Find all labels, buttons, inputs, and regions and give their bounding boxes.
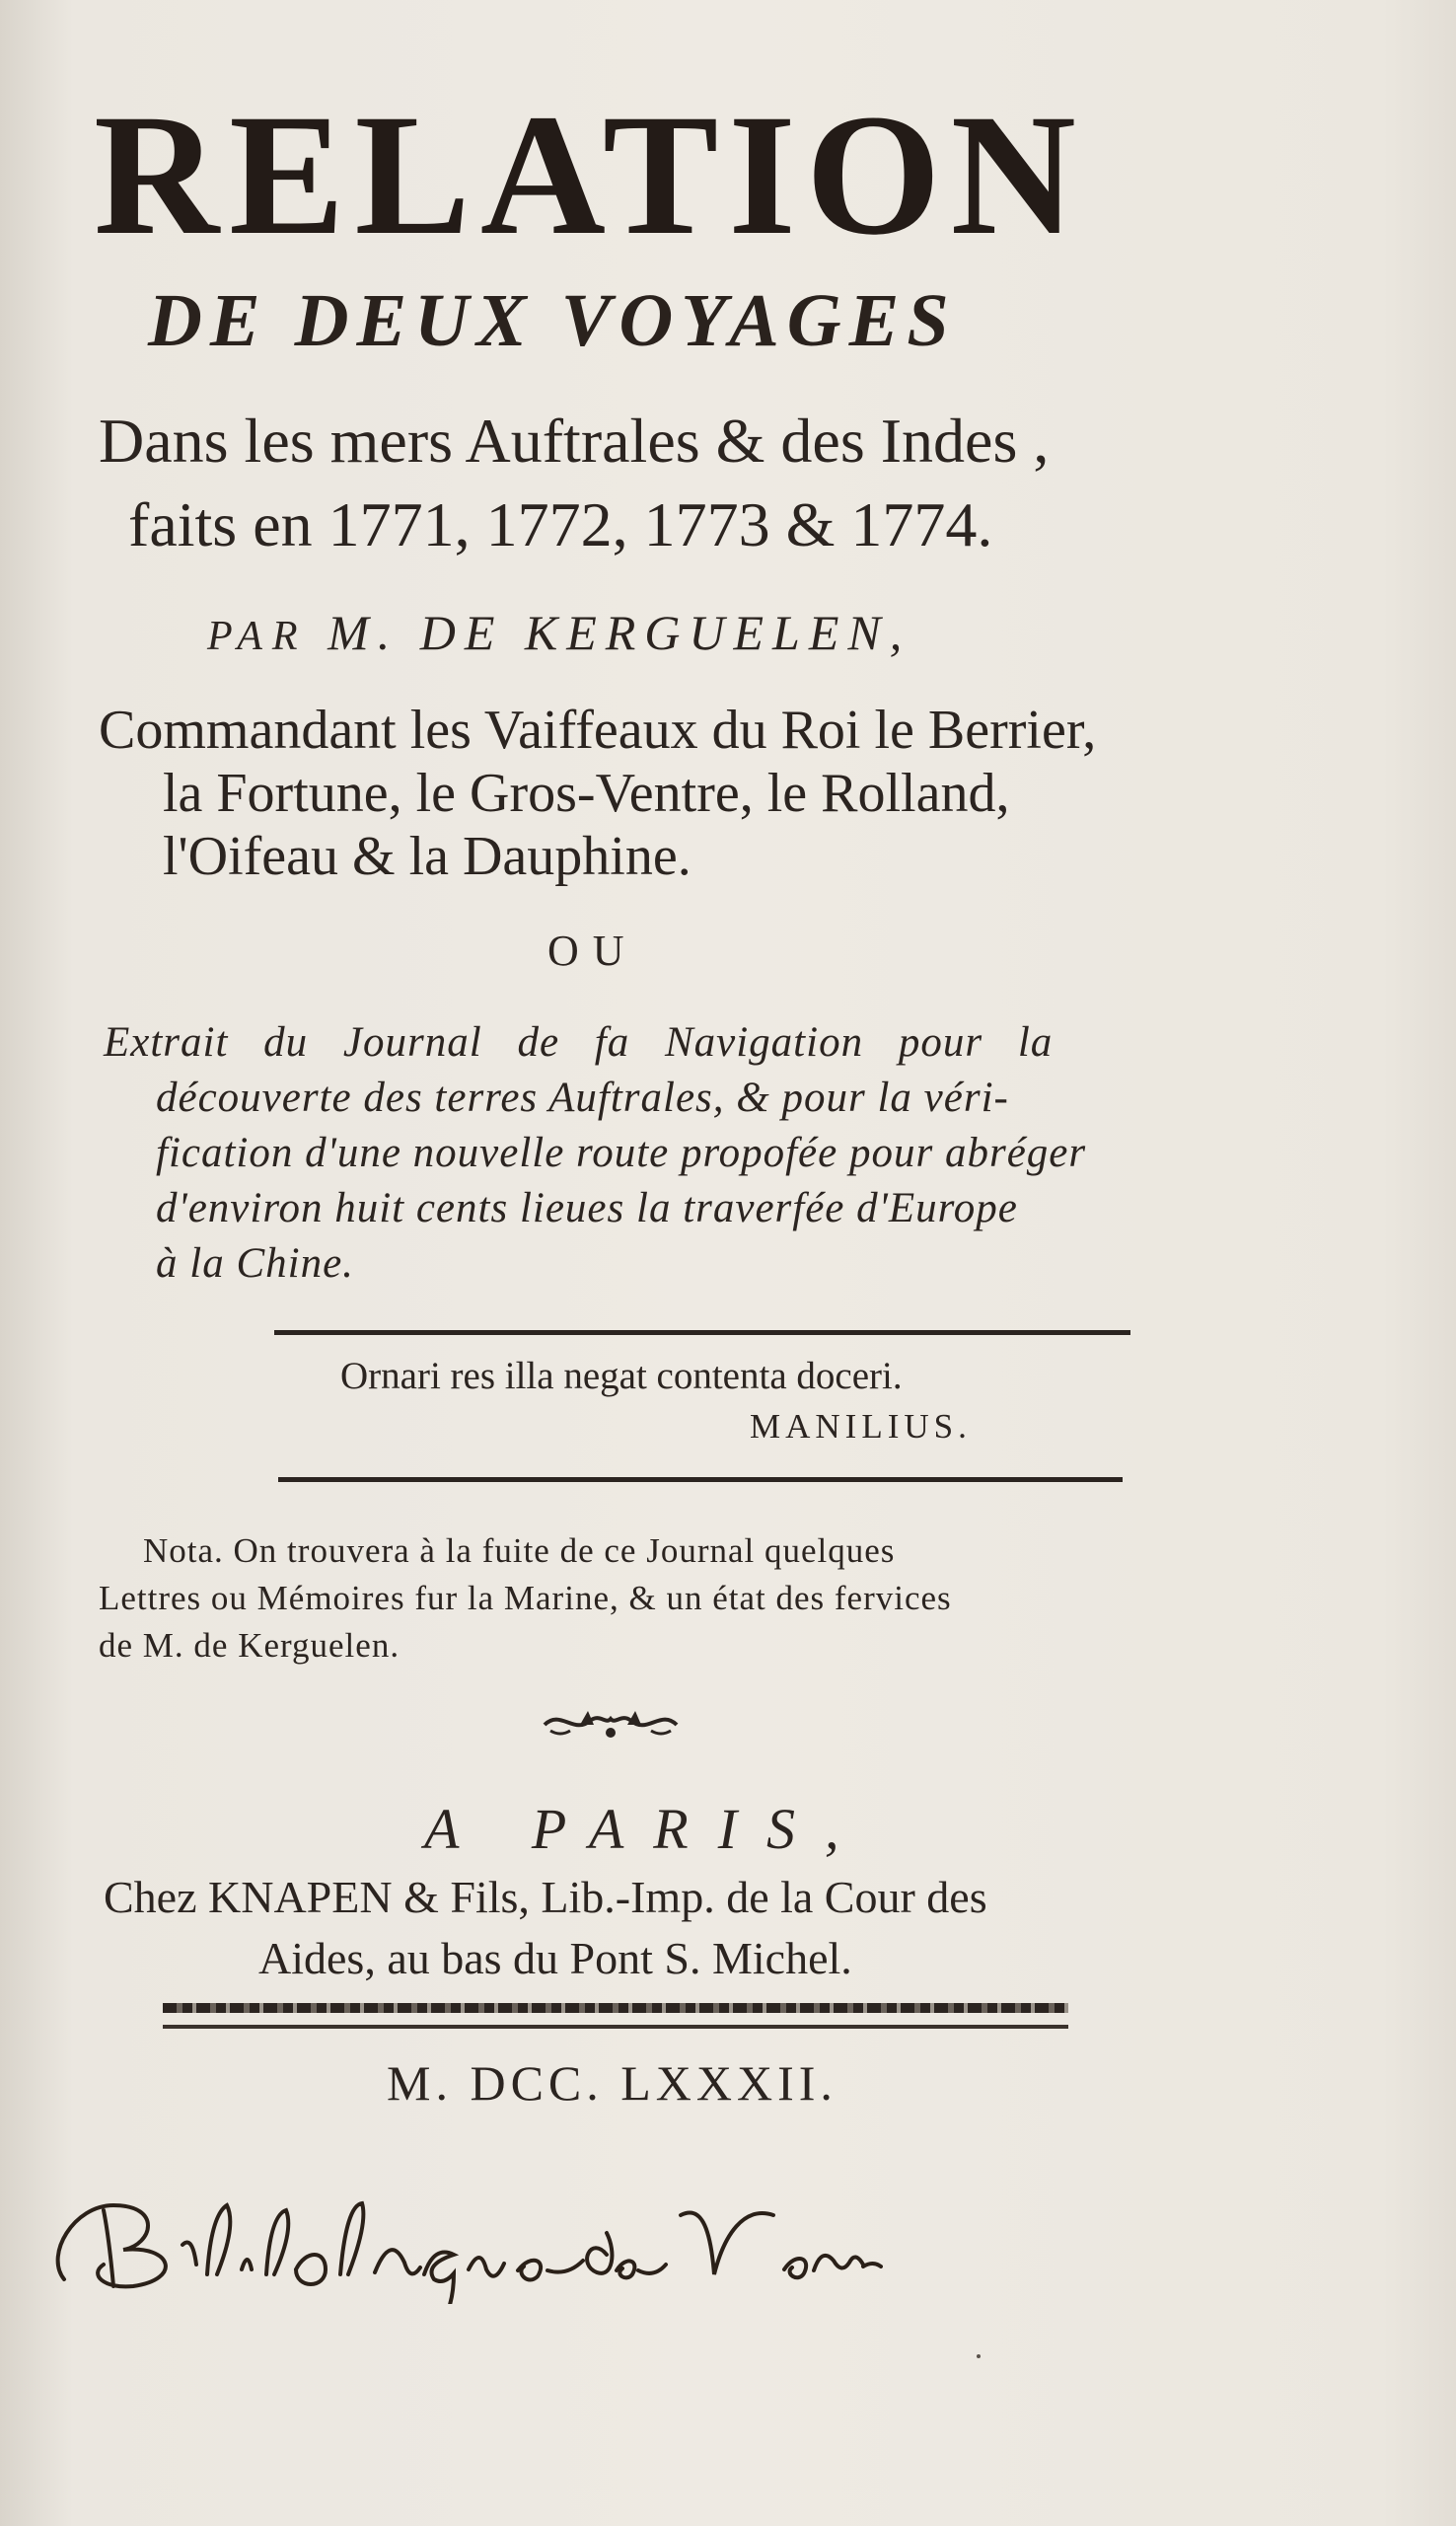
handwritten-signature <box>35 2176 883 2304</box>
nota-line-3: de M. de Kerguelen. <box>99 1626 400 1665</box>
main-title: RELATION <box>94 79 1086 271</box>
author-name: M. DE KERGUELEN, <box>328 605 911 660</box>
commander-line-2: la Fortune, le Gros-Ventre, le Rolland, <box>163 763 1010 824</box>
extract-line-2: découverte des terres Auftrales, & pour la véri- <box>156 1075 1009 1121</box>
paper-speck <box>977 2354 981 2358</box>
motto-author: MANILIUS. <box>750 1407 972 1446</box>
decorative-rule <box>163 2025 1068 2029</box>
imprint-line-2: Aides, au bas du Pont S. Michel. <box>258 1933 852 1983</box>
description-line-1: Dans les mers Auftrales & des Indes , <box>99 406 1050 476</box>
imprint-city: A PARIS, <box>424 1797 869 1861</box>
author-line <box>207 604 910 661</box>
commander-line-3: l'Oifeau & la Dauphine. <box>163 826 692 887</box>
rule-bottom <box>278 1477 1123 1482</box>
imprint-line-1: Chez KNAPEN & Fils, Lib.-Imp. de la Cour des <box>104 1872 987 1922</box>
description-line-2: faits en 1771, 1772, 1773 & 1774. <box>128 489 993 559</box>
extract-line-5: à la Chine. <box>156 1240 354 1287</box>
publication-date: M. DCC. LXXXII. <box>387 2055 837 2111</box>
extract-line-3: fication d'une nouvelle route propofée pour abréger <box>156 1130 1087 1176</box>
author-prefix: PAR <box>207 614 308 659</box>
extract-line-4: d'environ huit cents lieues la traverfée d'Europe <box>156 1185 1018 1231</box>
rule-top <box>274 1330 1130 1335</box>
subtitle: DE DEUX VOYAGES <box>148 279 957 362</box>
nota-line-2: Lettres ou Mémoires fur la Marine, & un état des fervices <box>99 1579 952 1617</box>
motto: Ornari res illa negat contenta doceri. <box>340 1355 903 1397</box>
commander-line-1: Commandant les Vaiffeaux du Roi le Berrier, <box>99 700 1097 761</box>
decorative-band <box>163 2003 1068 2013</box>
extract-line-1: Extrait du Journal de fa Navigation pour la <box>104 1019 1054 1066</box>
nota-line-1: Nota. On trouvera à la fuite de ce Journal quelques <box>143 1531 896 1570</box>
fleuron-ornament-icon <box>541 1695 681 1746</box>
ou-separator: OU <box>547 927 638 975</box>
